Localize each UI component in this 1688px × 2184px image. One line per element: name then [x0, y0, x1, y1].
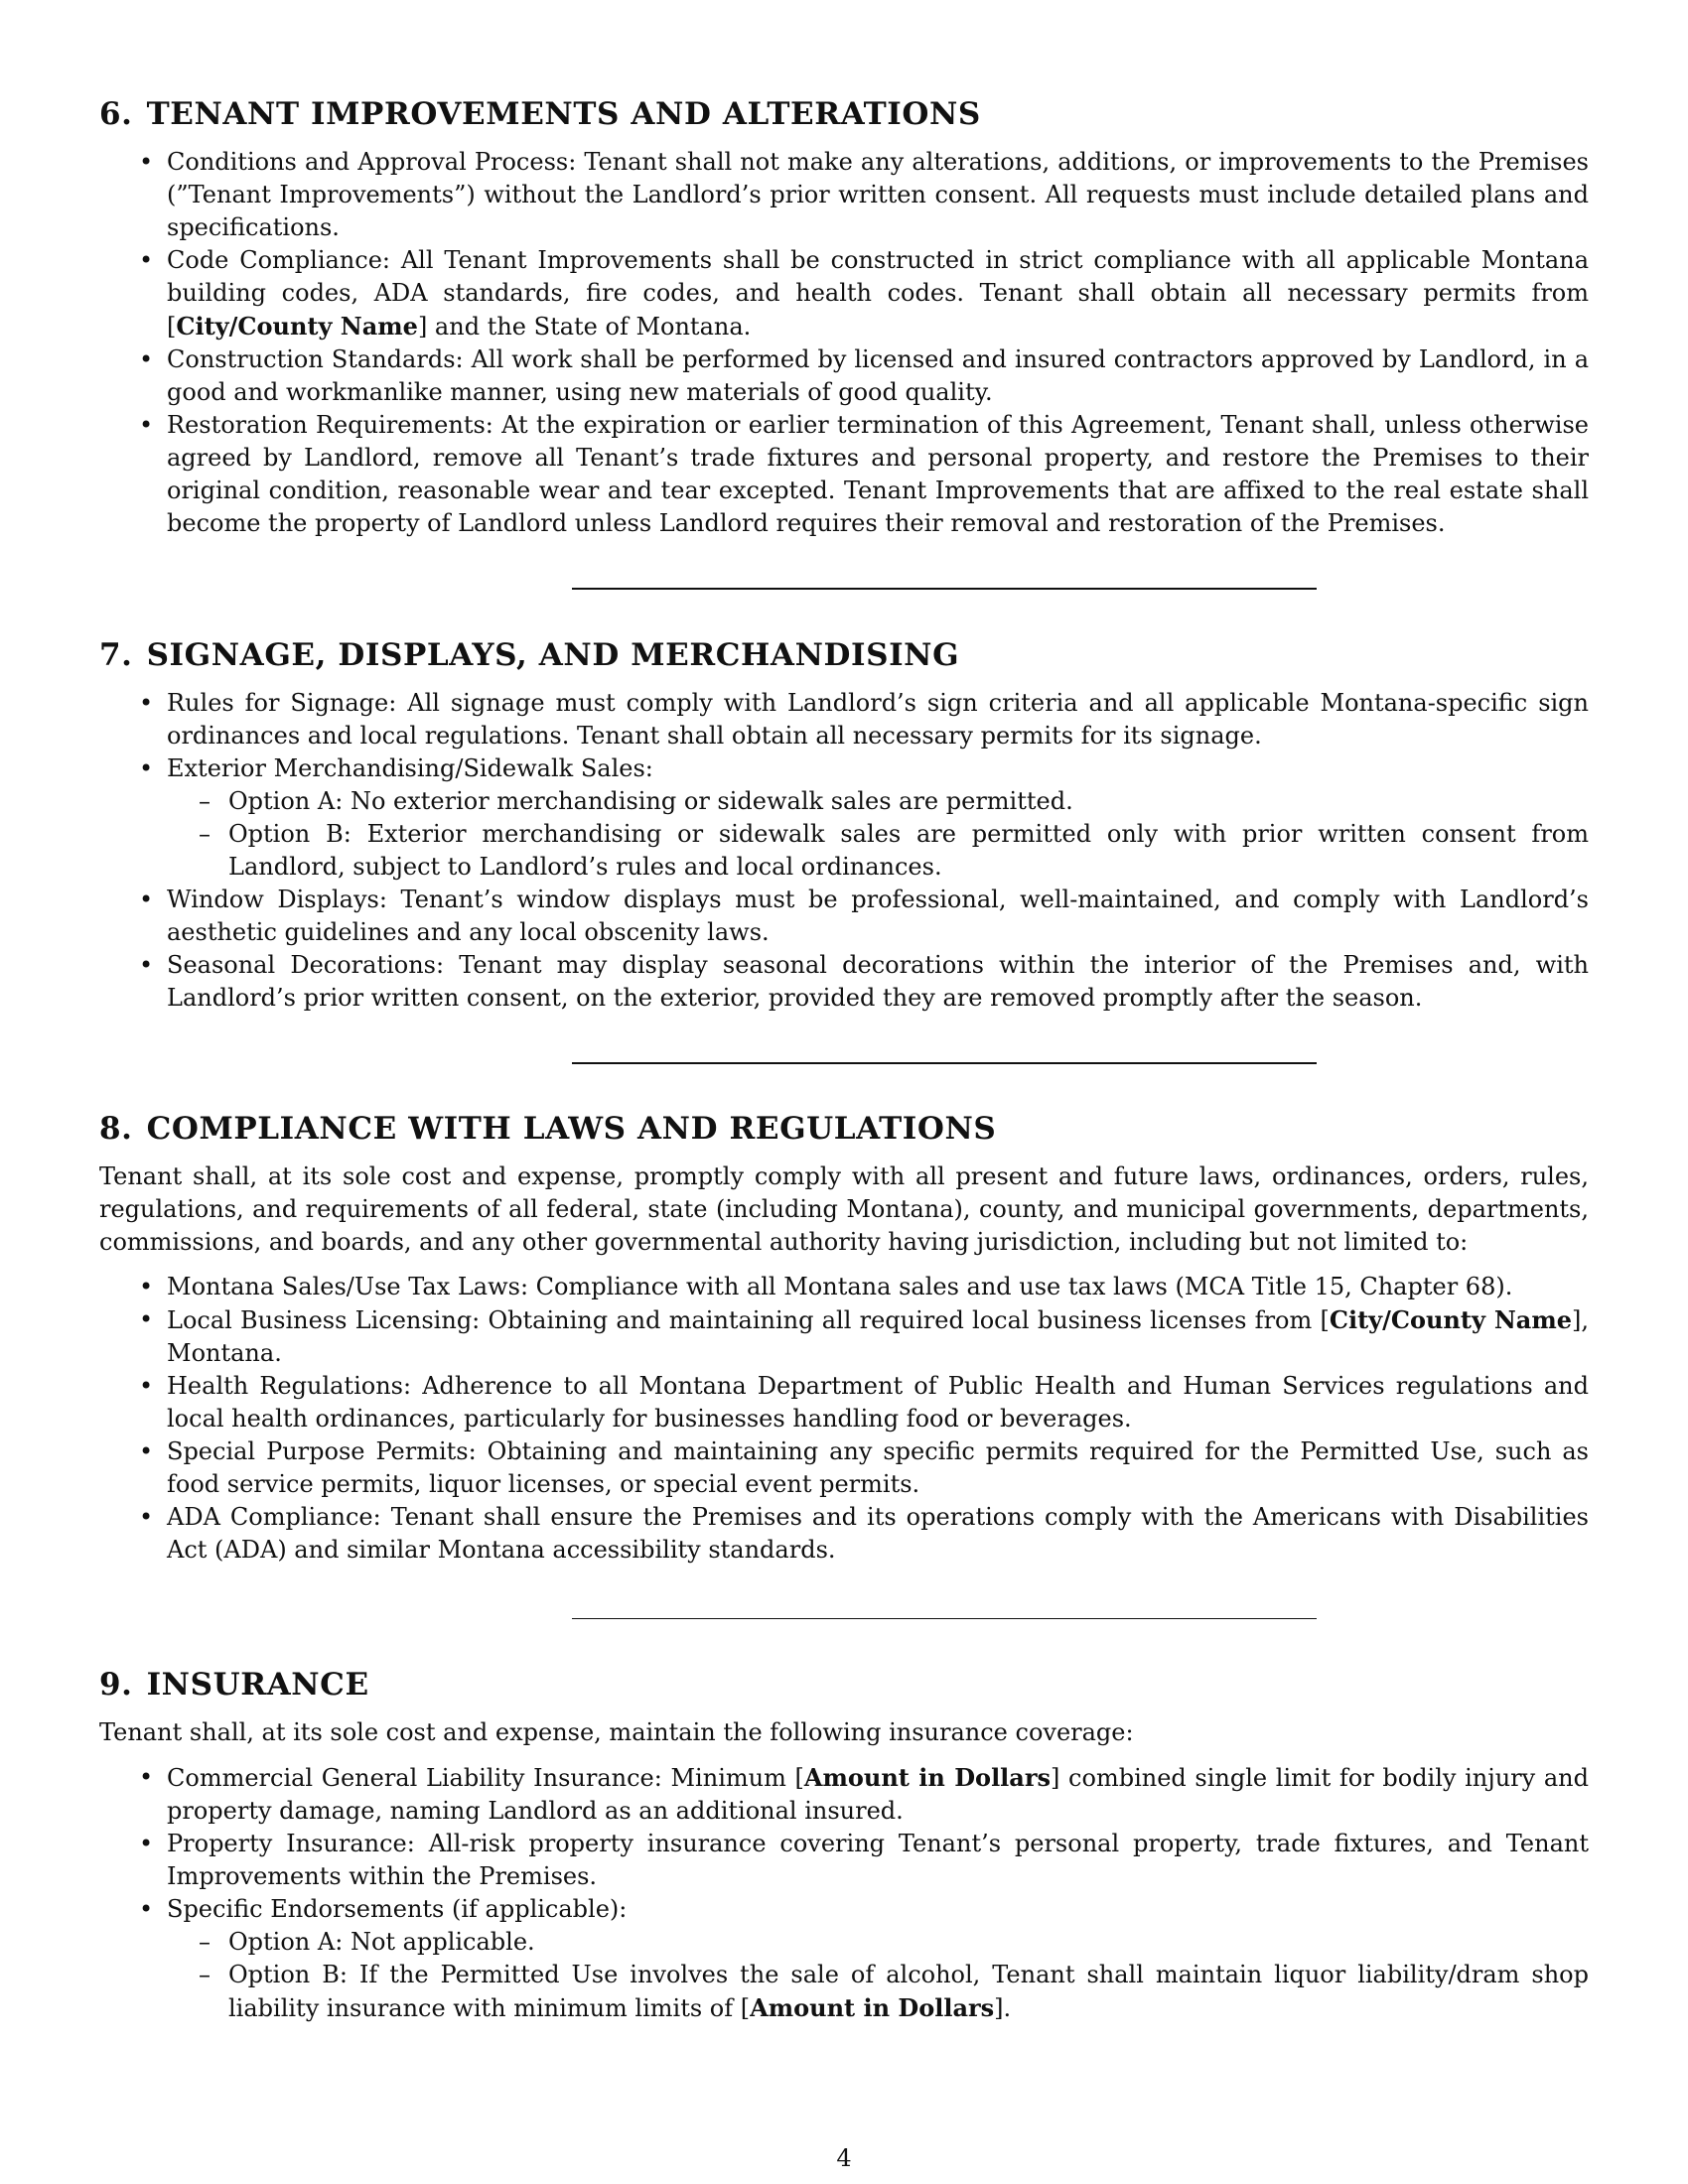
section-heading: 8. COMPLIANCE WITH LAWS AND REGULATIONS [99, 1111, 997, 1147]
list-item: • Construction Standards: All work shall be performed by licensed and insured contractors approved by Landlord, in a good and workmanlike manner, using new materials of good quality. [99, 343, 1589, 409]
list-item: • Local Business Licensing: Obtaining and maintaining all required local business licenses from [City/County Name], Montana. [99, 1303, 1589, 1370]
list-item: • Conditions and Approval Process: Tenant shall not make any alterations, additions, or improvements to the Premises (”Tenant Improvements”) without the Landlord’s prior written consent. All requests must include detailed plans and specifications. [99, 146, 1589, 244]
section-8 [99, 1109, 1589, 1567]
list-item: • Exterior Merchandising/Sidewalk Sales: – Option A: No exterior merchandising or sidewalk sales are permitted. – Option B: Exterior merchandising or sidewalk sales are permitted only with prior written consent from Landlord, subject to Landlord’s rules and local ordinances. [99, 752, 1589, 884]
list-item: • Health Regulations: Adherence to all Montana Department of Public Health and Human Services regulations and local health ordinances, particularly for businesses handling food or beverages. [99, 1370, 1589, 1435]
option-item: – Option A: Not applicable. [167, 1926, 1589, 1959]
list-item: • Commercial General Liability Insurance: Minimum [Amount in Dollars] combined single limit for bodily injury and property damage, naming Landlord as an additional insured. [99, 1761, 1589, 1828]
option-item: – Option A: No exterior merchandising or sidewalk sales are permitted. [167, 785, 1589, 818]
section-7 [99, 635, 1589, 1015]
intro-paragraph: Tenant shall, at its sole cost and expense, maintain the following insurance coverage: [99, 1718, 1134, 1746]
list-item: • ADA Compliance: Tenant shall ensure the Premises and its operations comply with the Americans with Disabilities Act (ADA) and similar Montana accessibility standards. [99, 1501, 1589, 1567]
section-divider [572, 1618, 1317, 1619]
list-item: • Window Displays: Tenant’s window displays must be professional, well-maintained, and comply with Landlord’s aesthetic guidelines and any local obscenity laws. [99, 884, 1589, 949]
option-list [167, 1926, 1589, 2025]
section-heading: 7. SIGNAGE, DISPLAYS, AND MERCHANDISING [99, 637, 960, 673]
list-item: • Seasonal Decorations: Tenant may display seasonal decorations within the interior of the Premises and, with Landlord’s prior written consent, on the exterior, provided they are removed promptly after the season. [99, 949, 1589, 1015]
option-item: – Option B: Exterior merchandising or sidewalk sales are permitted only with prior written consent from Landlord, subject to Landlord’s rules and local ordinances. [167, 818, 1589, 884]
section-heading: 9. INSURANCE [99, 1667, 369, 1703]
list-item: • Special Purpose Permits: Obtaining and maintaining any specific permits required for the Permitted Use, such as food service permits, liquor licenses, or special event permits. [99, 1435, 1589, 1501]
section-heading: 6. TENANT IMPROVEMENTS AND ALTERATIONS [99, 96, 981, 132]
list-item: • Montana Sales/Use Tax Laws: Compliance with all Montana sales and use tax laws (MCA Title 15, Chapter 68). [99, 1271, 1589, 1303]
bullet-list [99, 146, 1589, 540]
section-9 [99, 1665, 1589, 2025]
list-item: • Restoration Requirements: At the expiration or earlier termination of this Agreement, Tenant shall, unless otherwise agreed by Landlord, remove all Tenant’s trade fixtures and personal property, and restore the Premises to their original condition, reasonable wear and tear excepted. Tenant Improvements that are affixed to the real estate shall become the property of Landlord unless Landlord requires their removal and restoration of the Premises. [99, 409, 1589, 540]
bullet-list [99, 687, 1589, 1015]
option-item: – Option B: If the Permitted Use involves the sale of alcohol, Tenant shall maintain liquor liability/dram shop liability insurance with minimum limits of [Amount in Dollars]. [167, 1959, 1589, 2025]
intro-paragraph: Tenant shall, at its sole cost and expense, promptly comply with all present and future laws, ordinances, orders, rules, regulations, and requirements of all federal, state (including Montana), county, and municipal governments, departments, commissions, and boards, and any other governmental authority having jurisdiction, including but not limited to: [99, 1162, 1589, 1256]
section-divider [572, 588, 1317, 590]
page-number: 4 [836, 2144, 852, 2172]
section-divider [572, 1062, 1317, 1064]
option-list [167, 785, 1589, 884]
bullet-list [99, 1271, 1589, 1567]
list-item: • Rules for Signage: All signage must comply with Landlord’s sign criteria and all applicable Montana-specific sign ordinances and local regulations. Tenant shall obtain all necessary permits for its signage. [99, 687, 1589, 752]
list-item: • Specific Endorsements (if applicable): – Option A: Not applicable. – Option B: If the Permitted Use involves the sale of alcohol, Tenant shall maintain liquor liability/dram shop liability insurance with minimum limits of [Amount in Dollars]. [99, 1893, 1589, 2025]
bullet-list [99, 1761, 1589, 2025]
list-item: • Property Insurance: All-risk property insurance covering Tenant’s personal property, trade fixtures, and Tenant Improvements within the Premises. [99, 1828, 1589, 1893]
list-item: • Code Compliance: All Tenant Improvements shall be constructed in strict compliance with all applicable Montana building codes, ADA standards, fire codes, and health codes. Tenant shall obtain all necessary permits from [City/County Name] and the State of Montana. [99, 244, 1589, 343]
section-6 [99, 94, 1589, 540]
